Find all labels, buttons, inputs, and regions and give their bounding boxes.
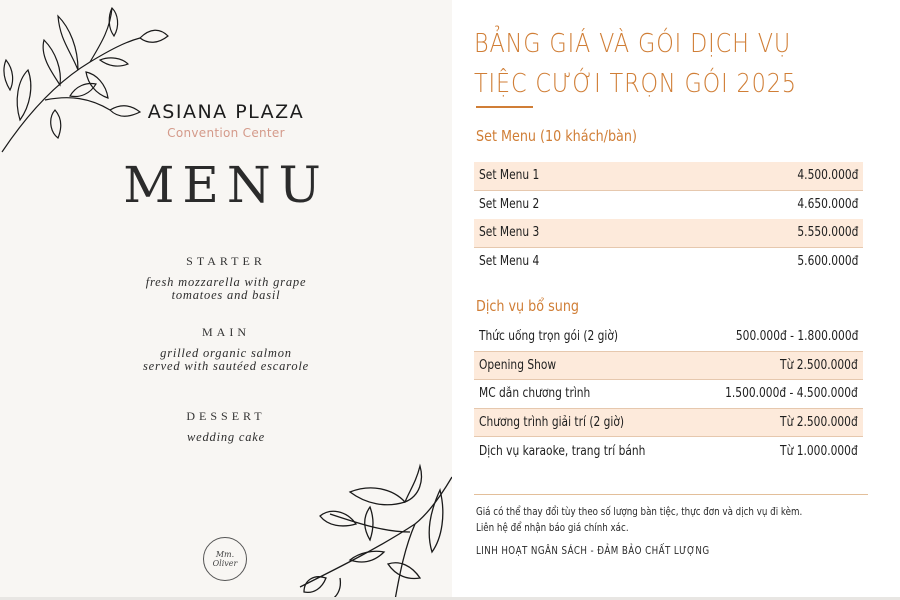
footer-note-line: Liên hệ để nhận báo giá chính xác. [476,522,629,534]
row-price: Từ 2.500.000đ [780,414,858,430]
table-row [474,162,863,191]
course-title: MAIN [202,325,250,339]
table-row [474,219,863,248]
table-row [474,191,863,220]
footer-note [476,504,866,536]
table-row [474,380,863,409]
row-label: Dịch vụ karaoke, trang trí bánh [479,443,646,459]
row-price: 5.600.000đ [796,254,858,270]
row-label: MC dẫn chương trình [479,386,591,402]
row-price: 5.550.000đ [796,225,858,241]
course-line: served with sautéed escarole [143,359,309,373]
leaf-branch-icon [290,452,452,597]
stamp-line: Mm. [215,550,235,559]
row-price: 500.000đ - 1.800.000đ [735,329,858,345]
table-row [474,248,863,277]
footer-note-line: Giá có thể thay đổi tùy theo số lượng bàn tiệc, thực đơn và dịch vụ đi kèm. [476,506,803,518]
row-label: Set Menu 4 [479,254,540,270]
table-row [474,352,863,381]
headline-line-1: BẢNG GIÁ VÀ GÓI DỊCH VỤ [474,29,792,59]
row-price: Từ 2.500.000đ [780,357,858,373]
course-title: DESSERT [186,409,266,423]
course-main [0,325,452,373]
row-price: 1.500.000đ - 4.500.000đ [725,386,858,402]
course-starter [0,254,452,302]
addons-table [474,323,863,466]
headline [474,24,797,104]
row-label: Set Menu 2 [479,197,540,213]
menu-card [0,0,452,597]
footer-divider [474,494,868,495]
row-label: Chương trình giải trí (2 giờ) [479,414,625,430]
price-panel [452,0,900,597]
footer-tagline: LINH HOẠT NGÂN SÁCH - ĐẢM BẢO CHẤT LƯỢNG [476,545,710,557]
course-description [0,347,452,373]
table-row [474,437,863,466]
course-dessert [0,409,452,444]
course-line: grilled organic salmon [160,346,292,360]
addons-heading: Dịch vụ bổ sung [476,297,580,315]
table-row [474,409,863,438]
course-description [0,431,452,444]
row-label: Set Menu 1 [479,168,540,184]
stamp-line: Oliver [212,559,238,568]
course-title: STARTER [186,254,266,268]
row-label: Thức uống trọn gói (2 giờ) [479,329,619,345]
headline-underline [476,106,533,108]
signature-stamp [203,537,247,581]
course-line: tomatoes and basil [171,288,281,302]
course-line: wedding cake [187,430,265,444]
row-price: 4.500.000đ [796,168,858,184]
set-menu-heading: Set Menu (10 khách/bàn) [476,127,637,145]
table-row [474,323,863,352]
course-description [0,276,452,302]
brand-name: ASIANA PLAZA [147,101,305,123]
set-menu-table [474,162,863,276]
headline-line-2: TIỆC CƯỚI TRỌN GÓI 2025 [474,69,797,99]
row-label: Set Menu 3 [479,225,540,241]
menu-title: MENU [123,156,329,214]
brand-subtitle: Convention Center [167,126,285,140]
row-price: Từ 1.000.000đ [780,443,858,459]
row-price: 4.650.000đ [796,197,858,213]
row-label: Opening Show [479,357,557,373]
course-line: fresh mozzarella with grape [145,275,307,289]
